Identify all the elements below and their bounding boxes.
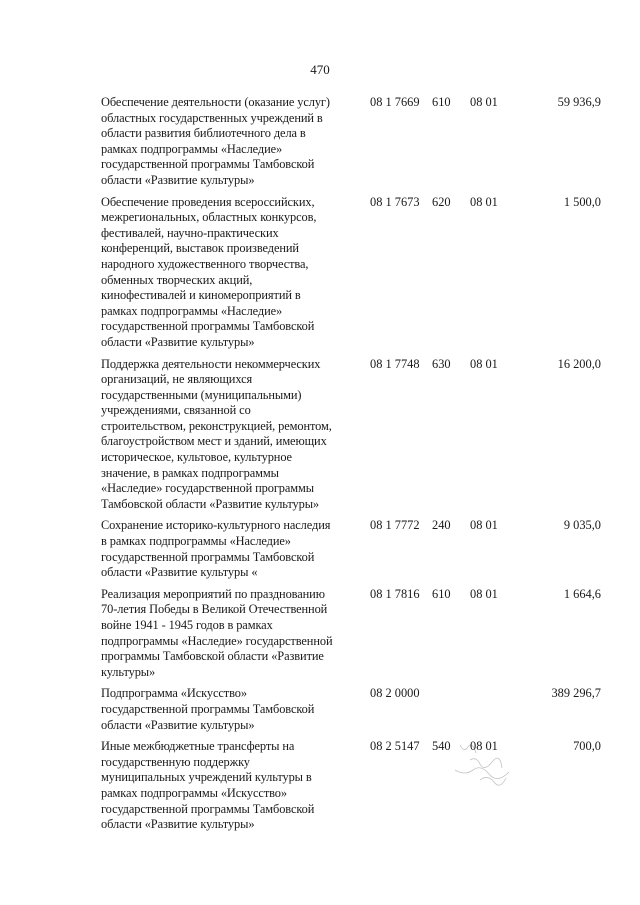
table-row — [0, 686, 640, 733]
row-code: 08 2 0000 — [370, 686, 420, 701]
row-expense-type: 540 — [432, 739, 451, 754]
row-description: Подпрограмма «Искусство» государственной программы Тамбовской области «Развитие культуры» — [101, 686, 315, 732]
scan-artifact-scribble — [440, 735, 540, 795]
row-expense-type: 610 — [432, 95, 451, 109]
row-amount: 1 500,0 — [563, 194, 601, 209]
table-row — [0, 739, 640, 833]
table-row — [0, 518, 640, 580]
row-amount: 9 035,0 — [563, 518, 601, 533]
row-description: Иные межбюджетные трансферты на государственную поддержку муниципальных учреждений культуры в рамках подпрограммы «Искусство» государственной программы Тамбовской области «Развитие культуры» — [101, 739, 315, 832]
row-description: Сохранение историко-культурного наследия в рамках подпрограммы «Наследие» государственной программы Тамбовской области «Развитие культуры « — [101, 518, 331, 580]
table-row — [0, 95, 640, 189]
table-row — [0, 357, 640, 513]
row-expense-type: 620 — [432, 194, 451, 209]
row-code: 08 1 7816 — [370, 586, 420, 601]
row-section: 08 01 — [470, 518, 498, 533]
row-section: 08 01 — [470, 586, 498, 601]
row-code: 08 1 7673 — [370, 194, 420, 209]
row-section: 08 01 — [470, 95, 498, 109]
row-description: Реализация мероприятий по празднованию 70-летия Победы в Великой Отечественной войне 1941 - 1945 годов в рамках подпрограммы «Наследие» государственной программы Тамбовской области «Развитие культуры» — [101, 586, 333, 679]
row-section: 08 01 — [470, 739, 498, 754]
row-expense-type: 630 — [432, 356, 451, 371]
row-section: 08 01 — [470, 194, 498, 209]
row-code: 08 1 7669 — [370, 95, 420, 109]
row-expense-type: 610 — [432, 586, 451, 601]
row-amount: 389 296,7 — [551, 686, 601, 701]
table-row — [0, 195, 640, 351]
row-amount: 700,0 — [573, 739, 601, 754]
row-amount: 59 936,9 — [557, 95, 601, 109]
row-code: 08 1 7748 — [370, 356, 420, 371]
row-description: Обеспечение деятельности (оказание услуг) областных государственных учреждений в области развития библиотечного дела в рамках подпрограммы «Наследие» государственной программы Тамбовской области «Развитие культуры» — [101, 95, 330, 187]
row-section: 08 01 — [470, 356, 498, 371]
row-amount: 1 664,6 — [563, 586, 601, 601]
budget-table — [0, 95, 640, 839]
row-amount: 16 200,0 — [557, 356, 601, 371]
row-description: Поддержка деятельности некоммерческих организаций, не являющихся государственными (муниципальными) учреждениями, связанной со строительством, реконструкцией, ремонтом, благоустройством мест и зданий, имеющих историческое, культовое, культурное значение, в рамках подпрограммы «Наследие» государственной программы Тамбовской области «Развитие культуры» — [101, 356, 332, 511]
row-description: Обеспечение проведения всероссийских, межрегиональных, областных конкурсов, фестивалей, научно-практических конференций, выставок произведений народного художественного творчества, обменных творческих акций, кинофестивалей и киномероприятий в рамках подпрограммы «Наследие» государственной программы Тамбовской области «Развитие культуры» — [101, 194, 317, 349]
row-expense-type: 240 — [432, 518, 451, 533]
table-row — [0, 587, 640, 681]
page-number: 470 — [310, 62, 330, 77]
row-code: 08 2 5147 — [370, 739, 420, 754]
row-code: 08 1 7772 — [370, 518, 420, 533]
